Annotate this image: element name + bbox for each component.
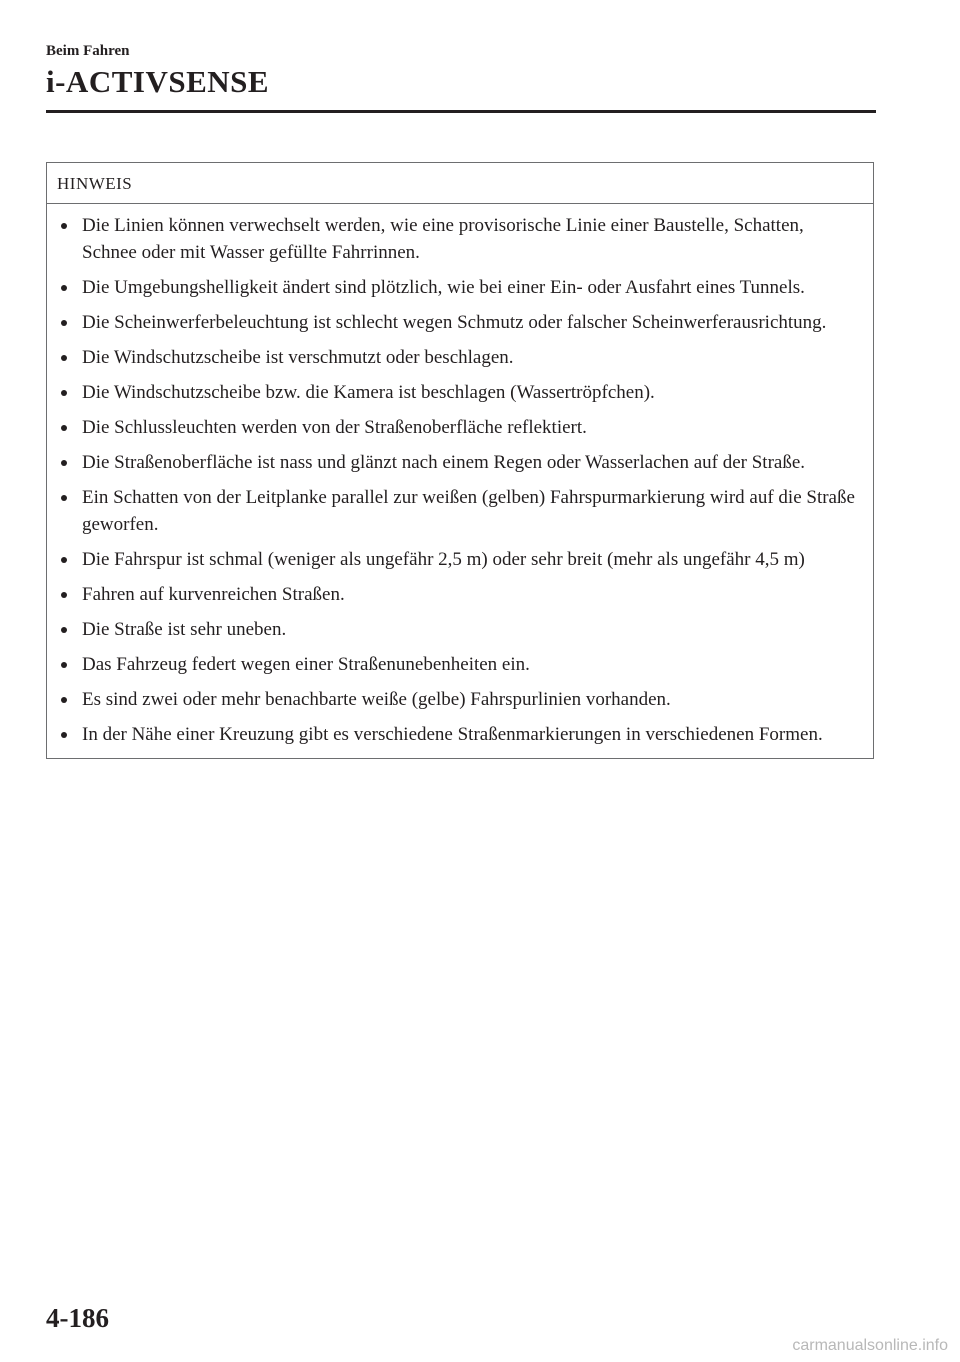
list-item (57, 212, 861, 266)
bullet-icon (61, 460, 67, 466)
bullet-icon (61, 223, 67, 229)
list-item-text: In der Nähe einer Kreuzung gibt es verschiedene Straßenmarkierungen in verschiedenen Formen. (82, 724, 823, 745)
note-list (47, 204, 873, 758)
list-item-text: Das Fahrzeug federt wegen einer Straßenunebenheiten ein. (82, 654, 530, 675)
list-item-text: Die Windschutzscheibe bzw. die Kamera ist beschlagen (Wassertröpfchen). (82, 382, 655, 403)
list-item-text: Die Straße ist sehr uneben. (82, 619, 287, 640)
bullet-icon (61, 320, 67, 326)
bullet-icon (61, 627, 67, 633)
list-item-text: Die Scheinwerferbeleuchtung ist schlecht wegen Schmutz oder falscher Scheinwerferausrichtung. (82, 312, 827, 333)
list-item (57, 581, 861, 608)
note-heading: HINWEIS (47, 163, 873, 204)
list-item-text: Die Windschutzscheibe ist verschmutzt oder beschlagen. (82, 347, 514, 368)
list-item (57, 484, 861, 538)
watermark: carmanualsonline.info (792, 1337, 948, 1354)
header-divider (46, 110, 876, 113)
list-item (57, 309, 861, 336)
bullet-icon (61, 355, 67, 361)
bullet-icon (61, 697, 67, 703)
list-item-text: Die Schlussleuchten werden von der Straßenoberfläche reflektiert. (82, 417, 587, 438)
bullet-icon (61, 732, 67, 738)
list-item (57, 274, 861, 301)
bullet-icon (61, 285, 67, 291)
list-item-text: Es sind zwei oder mehr benachbarte weiße (gelbe) Fahrspurlinien vorhanden. (82, 689, 671, 710)
list-item (57, 546, 861, 573)
bullet-icon (61, 557, 67, 563)
list-item (57, 721, 861, 748)
bullet-icon (61, 390, 67, 396)
list-item (57, 651, 861, 678)
page-header (46, 42, 876, 101)
list-item (57, 449, 861, 476)
bullet-icon (61, 495, 67, 501)
note-box (46, 162, 874, 759)
list-item-text: Fahren auf kurvenreichen Straßen. (82, 584, 345, 605)
list-item-text: Die Linien können verwechselt werden, wie eine provisorische Linie einer Baustelle, Schatten, Schnee oder mit Wasser gefüllte Fahrrinnen. (82, 215, 804, 263)
page-title: i-ACTIVSENSE (46, 64, 270, 99)
list-item (57, 379, 861, 406)
page-number: 4-186 (46, 1303, 109, 1333)
bullet-icon (61, 425, 67, 431)
bullet-icon (61, 592, 67, 598)
list-item-text: Die Umgebungshelligkeit ändert sind plötzlich, wie bei einer Ein- oder Ausfahrt eines Tunnels. (82, 277, 805, 298)
bullet-icon (61, 662, 67, 668)
list-item-text: Ein Schatten von der Leitplanke parallel zur weißen (gelben) Fahrspurmarkierung wird auf die Straße geworfen. (82, 487, 855, 535)
list-item (57, 616, 861, 643)
list-item-text: Die Fahrspur ist schmal (weniger als ungefähr 2,5 m) oder sehr breit (mehr als ungefähr 4,5 m) (82, 549, 805, 570)
list-item (57, 686, 861, 713)
list-item-text: Die Straßenoberfläche ist nass und glänzt nach einem Regen oder Wasserlachen auf der Straße. (82, 452, 806, 473)
list-item (57, 414, 861, 441)
list-item (57, 344, 861, 371)
section-label: Beim Fahren (46, 43, 130, 59)
